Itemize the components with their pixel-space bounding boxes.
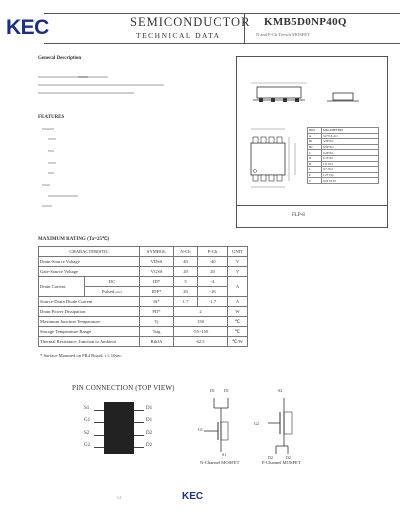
dim-value: 0.40±0.1 bbox=[322, 150, 379, 156]
row-id-dc-n: 5 bbox=[174, 277, 198, 287]
p-label-d2b: D2 bbox=[286, 455, 291, 460]
feature-item bbox=[42, 205, 52, 207]
pin-lead bbox=[94, 447, 104, 448]
row-vdss-n: 40 bbox=[174, 257, 198, 267]
n-label-g1: G1 bbox=[198, 427, 203, 432]
dim-value: 0.7 ±0.2 bbox=[322, 167, 379, 173]
n-label-s1: S1 bbox=[222, 452, 227, 457]
row-vdss-symbol: VDSS bbox=[140, 257, 174, 267]
row-pd-name: Drain Power Dissipation bbox=[39, 307, 140, 317]
row-tj-value: 150 bbox=[174, 317, 228, 327]
p-channel-caption: P-Channel MOSFET bbox=[262, 460, 301, 465]
dim-value: 0.20 ±0.05 bbox=[322, 178, 379, 184]
kec-logo: KEC bbox=[6, 16, 49, 39]
dim-key: P bbox=[308, 172, 322, 178]
row-vgss-p: 20 bbox=[198, 267, 228, 277]
dim-key: B2 bbox=[308, 144, 322, 150]
n-label-d1a: D1 bbox=[210, 388, 215, 393]
row-vgss-n: 20 bbox=[174, 267, 198, 277]
col-unit: UNIT bbox=[228, 247, 248, 257]
feature-item bbox=[48, 150, 54, 152]
dim-value: 6.00±0.2 bbox=[322, 144, 379, 150]
row-is-n: 1.7 bbox=[174, 297, 198, 307]
row-vgss-unit: V bbox=[228, 267, 248, 277]
header-title: SEMICONDUCTOR bbox=[130, 15, 251, 29]
row-tstg-name: Storage Temperature Range bbox=[39, 327, 140, 337]
header-subtitle: TECHNICAL DATA bbox=[136, 31, 221, 40]
pin-label-d1a: D1 bbox=[146, 406, 153, 411]
dim-value: 1.27 Typ bbox=[322, 172, 379, 178]
feature-item bbox=[48, 195, 78, 197]
description-line bbox=[38, 92, 134, 94]
dim-value: 3.90±0.1 bbox=[322, 139, 379, 145]
dim-key: L bbox=[308, 167, 322, 173]
p-label-g2: G2 bbox=[254, 421, 259, 426]
part-description: N and P-Ch Trench MOSFET bbox=[256, 32, 310, 37]
row-tj-symbol: Tj bbox=[140, 317, 174, 327]
header-bottom-rule bbox=[44, 43, 400, 44]
max-rating-table bbox=[38, 246, 248, 347]
pulsed-note: note1 bbox=[115, 290, 123, 294]
dim-value: 0.15±0.1 bbox=[322, 155, 379, 161]
row-pd-unit: W bbox=[228, 307, 248, 317]
dim-header-mm: MILLIMETERS bbox=[322, 128, 379, 134]
description-line bbox=[78, 76, 88, 78]
row-vdss-p: -40 bbox=[198, 257, 228, 267]
col-symbol: SYMBOL bbox=[140, 247, 174, 257]
row-id-name: Drain Current bbox=[39, 277, 85, 297]
features-heading: FEATURES bbox=[38, 115, 65, 120]
pin-connection-heading: PIN CONNECTION (TOP VIEW) bbox=[72, 384, 175, 392]
package-outline-box bbox=[236, 56, 388, 228]
row-tstg-value: -55~150 bbox=[174, 327, 228, 337]
dim-key: D bbox=[308, 155, 322, 161]
pin-lead bbox=[134, 422, 144, 423]
p-label-d2a: D2 bbox=[268, 455, 273, 460]
dim-key: H bbox=[308, 161, 322, 167]
max-rating-heading: MAXIMUM RATING (Ta=25℃) bbox=[38, 237, 110, 242]
row-vgss-symbol: VGSS bbox=[140, 267, 174, 277]
row-rth-symbol: RthJA bbox=[140, 337, 174, 347]
pin-label-s1: S1 bbox=[84, 406, 90, 411]
n-channel-mosfet-symbol bbox=[196, 390, 246, 460]
n-channel-caption: N-Channel MOSFET bbox=[200, 460, 240, 465]
row-rth-name: Thermal Resistance, Junction to Ambient bbox=[39, 337, 140, 347]
dim-key: B1 bbox=[308, 139, 322, 145]
row-vgss-name: Gate-Source Voltage bbox=[39, 267, 140, 277]
feature-item bbox=[42, 184, 50, 186]
description-line bbox=[38, 84, 164, 86]
dim-value: 1.6 ±0.2 bbox=[322, 161, 379, 167]
feature-item bbox=[48, 172, 54, 174]
package-label: FLP-8 bbox=[292, 213, 305, 218]
row-id-dc-p: -4 bbox=[198, 277, 228, 287]
row-tstg-symbol: Tstg bbox=[140, 327, 174, 337]
row-vdss-unit: V bbox=[228, 257, 248, 267]
part-number: KMB5D0NP40Q bbox=[264, 16, 347, 28]
col-nch: N-Ch bbox=[174, 247, 198, 257]
row-id-pulsed-label bbox=[85, 287, 140, 297]
rating-footnote: * Surface Mounted on FR4 Board, t ≤ 10sec. bbox=[40, 353, 123, 358]
footer-small-text: 1/4 bbox=[116, 495, 122, 500]
col-pch: P-Ch bbox=[198, 247, 228, 257]
row-vdss-name: Drain-Source Voltage bbox=[39, 257, 140, 267]
dim-key: T bbox=[308, 178, 322, 184]
dim-header-dim: DIM bbox=[308, 128, 322, 134]
dim-key: A bbox=[308, 133, 322, 139]
row-tstg-unit: ℃ bbox=[228, 327, 248, 337]
row-id-pulsed-p: -16 bbox=[198, 287, 228, 297]
feature-item bbox=[48, 138, 56, 140]
package-label-rule bbox=[237, 205, 387, 206]
row-rth-unit: ℃/W bbox=[228, 337, 248, 347]
pin-lead bbox=[134, 447, 144, 448]
row-id-pulsed-n: 20 bbox=[174, 287, 198, 297]
pin-label-g2: G2 bbox=[84, 443, 91, 448]
row-is-name: Source-Drain Diode Current bbox=[39, 297, 140, 307]
n-label-d1b: D1 bbox=[224, 388, 229, 393]
col-characteristic: CHARACTERISTIC bbox=[39, 247, 140, 257]
pin-lead bbox=[94, 422, 104, 423]
pin-lead bbox=[134, 435, 144, 436]
row-id-dc-symbol: ID* bbox=[140, 277, 174, 287]
row-tj-unit: ℃ bbox=[228, 317, 248, 327]
pin-lead bbox=[94, 435, 104, 436]
pin-label-s2: S2 bbox=[84, 431, 90, 436]
row-id-dc-label: DC bbox=[85, 277, 140, 287]
row-id-unit: A bbox=[228, 277, 248, 297]
dim-value: 5.0+0.2/-0.1 bbox=[322, 133, 379, 139]
package-dimension-table bbox=[307, 127, 379, 184]
header-top-rule bbox=[44, 13, 400, 14]
pin-label-g1: G1 bbox=[84, 418, 91, 423]
row-is-symbol: IS* bbox=[140, 297, 174, 307]
feature-item bbox=[48, 162, 56, 164]
row-is-unit: A bbox=[228, 297, 248, 307]
row-is-p: -1.7 bbox=[198, 297, 228, 307]
description-line bbox=[38, 76, 108, 78]
feature-item bbox=[42, 128, 54, 130]
row-pd-value: 2 bbox=[174, 307, 228, 317]
row-pd-symbol: PD* bbox=[140, 307, 174, 317]
pulsed-label: Pulsed bbox=[101, 289, 115, 294]
general-description-heading: General Description bbox=[38, 56, 82, 61]
row-rth-value: 62.5 bbox=[174, 337, 228, 347]
pin-lead bbox=[134, 410, 144, 411]
row-tj-name: Maximum Junction Temperature bbox=[39, 317, 140, 327]
dim-key: C bbox=[308, 150, 322, 156]
row-id-pulsed-symbol: IDP* bbox=[140, 287, 174, 297]
pin-label-d2b: D2 bbox=[146, 443, 153, 448]
pin-label-d1b: D1 bbox=[146, 418, 153, 423]
pin-lead bbox=[94, 410, 104, 411]
p-channel-mosfet-symbol bbox=[262, 390, 312, 460]
pin-label-d2a: D2 bbox=[146, 431, 153, 436]
footer-kec-logo: KEC bbox=[182, 491, 204, 502]
ic-package-body bbox=[104, 402, 134, 454]
p-label-s2: S2 bbox=[278, 388, 283, 393]
